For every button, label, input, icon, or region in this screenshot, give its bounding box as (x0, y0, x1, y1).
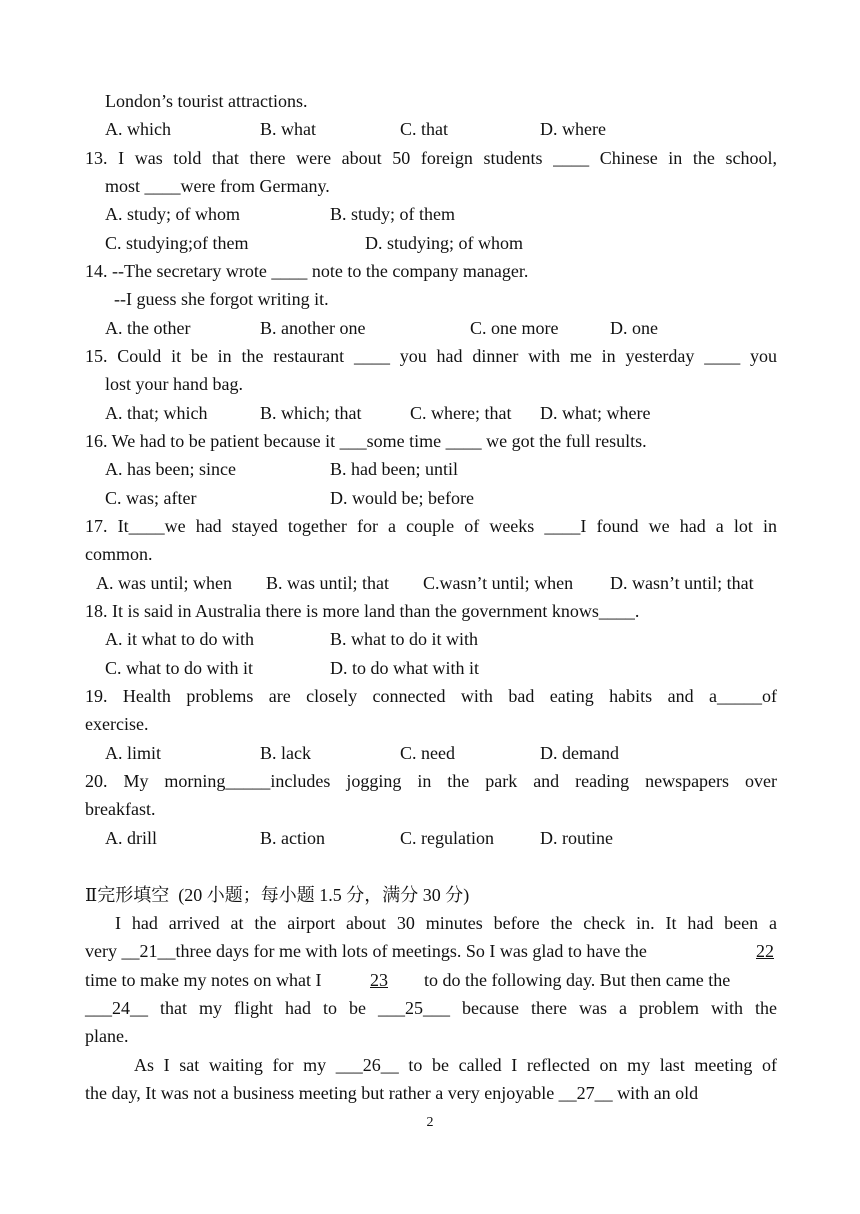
q19-stem-line2: exercise. (85, 714, 149, 734)
q19-stem-line1: 19. Health problems are closely connected with bad eating habits and a_____of (85, 686, 777, 706)
blank-22: 22 (756, 941, 774, 961)
q12-option-d: D. where (540, 119, 606, 139)
q13-stem-line2: most ____were from Germany. (105, 176, 330, 196)
q18-option-d: D. to do what with it (330, 658, 479, 678)
q14-option-b: B. another one (260, 318, 366, 338)
q15-stem-line1: 15. Could it be in the restaurant ____ you had dinner with me in yesterday ____ you (85, 346, 777, 366)
q12-option-a: A. which (105, 119, 171, 139)
q13-option-d: D. studying; of whom (365, 233, 524, 253)
q18-option-b: B. what to do it with (330, 629, 478, 649)
passage-line3-start: time to make my notes on what I (85, 970, 326, 990)
q20-stem-line2: breakfast. (85, 799, 156, 819)
q20-stem-line1: 20. My morning_____includes jogging in the park and reading newspapers over (85, 771, 777, 791)
q20-option-b: B. action (260, 828, 325, 848)
q13-stem-line1: 13. I was told that there were about 50 foreign students ____ Chinese in the school, (85, 148, 777, 168)
passage2-line1: As I sat waiting for my ___26__ to be called I reflected on my last meeting of (134, 1055, 777, 1075)
q20-option-c: C. regulation (400, 828, 494, 848)
page-number: 2 (426, 1115, 434, 1130)
q14-option-a: A. the other (105, 318, 191, 338)
q19-option-a: A. limit (105, 743, 162, 763)
q16-stem-line1: 16. We had to be patient because it ___some time ____ we got the full results. (85, 431, 647, 451)
q17-option-d: D. wasn’t until; that (610, 573, 754, 593)
passage-line5: plane. (85, 1026, 129, 1046)
q19-option-c: C. need (400, 743, 455, 763)
q16-option-c: C. was; after (105, 488, 197, 508)
q13-option-a: A. study; of whom (105, 204, 240, 224)
q19-option-b: B. lack (260, 743, 311, 763)
q16-option-b: B. had been; until (330, 459, 458, 479)
passage-line2: very __21__three days for me with lots of meetings. So I was glad to have the (85, 941, 647, 961)
q15-option-c: C. where; that (410, 403, 512, 423)
q18-option-c: C. what to do with it (105, 658, 253, 678)
q16-option-d: D. would be; before (330, 488, 474, 508)
q12-option-c: C. that (400, 119, 448, 139)
passage2-line2: the day, It was not a business meeting but rather a very enjoyable __27__ with an old (85, 1083, 699, 1103)
q14-stem-line1: 14. --The secretary wrote ____ note to the company manager. (85, 261, 529, 281)
q17-option-b: B. was until; that (266, 573, 389, 593)
q15-option-a: A. that; which (105, 403, 208, 423)
q14-option-d: D. one (610, 318, 658, 338)
passage-line3-end: to do the following day. But then came the (424, 970, 731, 990)
passage-line4: ___24__ that my flight had to be ___25___ because there was a problem with the (85, 998, 777, 1018)
q17-option-a: A. was until; when (96, 573, 232, 593)
q17-stem-line2: common. (85, 544, 153, 564)
q17-option-c: C.wasn’t until; when (423, 573, 574, 593)
q15-option-b: B. which; that (260, 403, 362, 423)
q16-option-a: A. has been; since (105, 459, 236, 479)
q15-option-d: D. what; where (540, 403, 651, 423)
passage-line1: I had arrived at the airport about 30 minutes before the check in. It had been a (115, 913, 777, 933)
section-heading: Ⅱ完形填空 (20 小题；每小题 1.5 分，满分 30 分) (85, 885, 470, 905)
q14-option-c: C. one more (470, 318, 559, 338)
q19-option-d: D. demand (540, 743, 619, 763)
q15-stem-line2: lost your hand bag. (105, 374, 243, 394)
q13-option-c: C. studying;of them (105, 233, 249, 253)
q12-option-b: B. what (260, 119, 316, 139)
q20-option-a: A. drill (105, 828, 157, 848)
q17-stem-line1: 17. It____we had stayed together for a couple of weeks ____I found we had a lot in (85, 516, 777, 536)
q18-option-a: A. it what to do with (105, 629, 254, 649)
blank-23: 23 (370, 970, 388, 990)
q12-text-cont: London’s tourist attractions. (105, 91, 308, 111)
q13-option-b: B. study; of them (330, 204, 455, 224)
q18-stem-line1: 18. It is said in Australia there is more land than the government knows____. (85, 601, 640, 621)
q20-option-d: D. routine (540, 828, 613, 848)
q14-stem-line2: --I guess she forgot writing it. (114, 289, 329, 309)
